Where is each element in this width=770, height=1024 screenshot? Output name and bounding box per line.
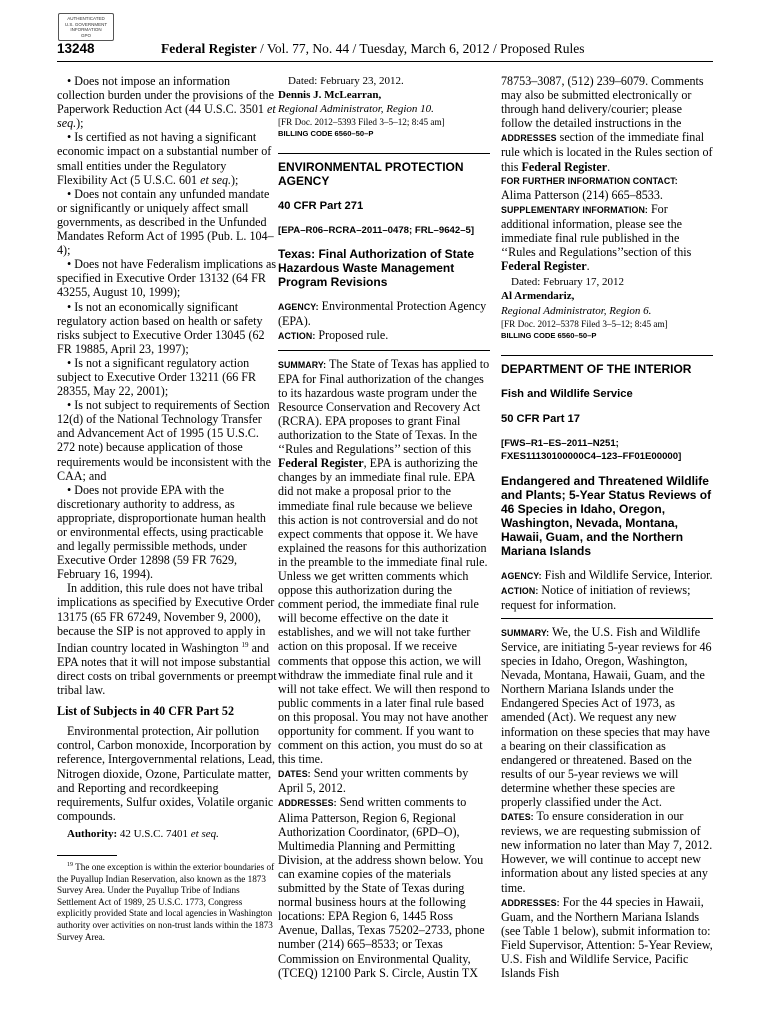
bullet-item: • Does not provide EPA with the discretionary authority to address, as appropriate, disproportionate human health or environmental effects, using practicable and legally permissible methods, under Executive Order 12898 (59 FR 7629, February 16, 1994).: [57, 482, 266, 582]
fr-doc: [FR Doc. 2012–5378 Filed 3–5–12; 8:45 am]: [501, 318, 668, 329]
running-header: [57, 41, 713, 59]
tribal-paragraph: In addition, this rule does not have tribal implications as specified by Executive Order 13175 (65 FR 67249, November 9, 2000), because the SIP is not approved to apply in Indian country located in Washington $^{19}$ and EPA notes that it will not impose substantial direct costs on tribal governments or preempt tribal law.: [57, 581, 277, 698]
column-1: [57, 74, 277, 943]
rule-title: Texas: Final Authorization of State Hazardous Waste Management Program Revisions: [278, 247, 475, 290]
section-rule: [501, 355, 713, 356]
dates-field: DATES: To ensure consideration in our reviews, we are requesting submission of new information no later than May 7, 2012. However, we will continue to accept new information about any listed species at any time.: [501, 809, 713, 895]
authority-line: Authority: 42 U.S.C. 7401 et seq.: [67, 827, 219, 840]
bullet-item: • Is certified as not having a significant economic impact on a substantial number of small entities under the Regulatory Flexibility Act (5 U.S.C. 601 et seq.);: [57, 130, 272, 187]
contact-label: FOR FURTHER INFORMATION CONTACT:: [501, 175, 678, 186]
bullet-item: • Does not contain any unfunded mandate or significantly or uniquely affect small governments, as described in the Unfunded Mandates Reform Act of 1995 (Pub. L. 104–4);: [57, 186, 274, 258]
seal-line: INFORMATION: [70, 27, 102, 32]
seal-line: U.S. GOVERNMENT: [64, 21, 108, 27]
cfr-part: 40 CFR Part 271: [278, 200, 364, 213]
addresses-field: ADDRESSES: For the 44 species in Hawaii, Guam, and the Northern Mariana Islands (see Table 1 below), submit information to: Field Supervisor, Attention: 5-Year Review, U.S. Fish and Wildlife Service, Pacific Islands Fish: [501, 894, 713, 981]
summary-field: SUMMARY: We, the U.S. Fish and Wildlife Service, are initiating 5-year reviews for 46 species in Idaho, Oregon, Washington, Nevada, Montana, Hawaii, Guam, and the Northern Mariana Islands under the Endangered Species Act of 1973, as amended (Act). We request any new information on these species that may have a bearing on their classification as endangered or threatened. Based on the results of our 5-year reviews we will determine whether these species are properly classified under the Act.: [501, 624, 712, 809]
billing-code: BILLING CODE 6560–50–P: [501, 330, 597, 340]
bullet-item: • Is not a significant regulatory action subject to Executive Order 13211 (66 FR 28355, May 22, 2001);: [57, 355, 257, 399]
section-rule: [278, 153, 490, 154]
seal-line: GPO: [80, 32, 91, 38]
signer-name: Al Armendariz,: [501, 290, 575, 303]
service-heading: Fish and Wildlife Service: [501, 387, 633, 400]
running-title: [161, 41, 584, 57]
section-rule: [501, 618, 713, 619]
bullet-item: • Does not have Federalism implications as specified in Executive Order 13132 (64 FR 43255, August 10, 1999);: [57, 257, 277, 300]
subjects-heading: List of Subjects in 40 CFR Part 52: [57, 704, 235, 719]
gpo-authentication-seal: [58, 13, 114, 41]
dated-line: Dated: February 23, 2012.: [288, 75, 404, 87]
journal-name: Federal Register: [161, 41, 257, 56]
department-heading: DEPARTMENT OF THE INTERIOR: [501, 361, 692, 376]
cfr-part: 50 CFR Part 17: [501, 413, 580, 426]
docket-number: [EPA–R06–RCRA–2011–0478; FRL–9642–5]: [278, 224, 475, 236]
seal-line: AUTHENTICATED: [67, 16, 105, 21]
signer-title: Regional Administrator, Region 6.: [501, 304, 652, 317]
signer-name: Dennis J. McLearran,: [278, 89, 382, 102]
supplementary-field: SUPPLEMENTARY INFORMATION: For additional information, please see the immediate final rule published in the ‘‘Rules and Regulations’’section of this Federal Register.: [501, 201, 692, 274]
action-field: ACTION: Notice of initiation of reviews; request for information.: [501, 582, 691, 612]
docket-number: [FWS–R1–ES–2011–N251; FXES11130100000C4–123–FF01E00000]: [501, 437, 682, 463]
bullet-item: • Is not subject to requirements of Section 12(d) of the National Technology Transfer and Advancement Act of 1995 (15 U.S.C. 272 note) because application of those requirements would be inconsistent with the CAA; and: [57, 398, 271, 483]
addresses-field: ADDRESSES: Send written comments to Alima Patterson, Region 6, Regional Authorization Coordinator, (6PD–O), Multimedia Planning and Permitting Division, at the address shown below. You can examine copies of the materials submitted by the State of Texas during normal business hours at the following locations: EPA Region 6, 1445 Ross Avenue, Dallas, Texas 75202–2733, phone number (214) 665–8533; or Texas Commission on Environmental Quality, (TCEQ) 12100 Park S. Circle, Austin TX: [278, 795, 485, 980]
column-2: [278, 74, 490, 980]
footnote: $^{19}$ The one exception is within the exterior boundaries of the Puyallup Indian Reservation, also known as the 1873 Survey Area. Under the Puyallup Tribe of Indians Settlement Act of 1989, 25 U.S.C. 1773, Congress explicitly provided State and local agencies in Washington authority over activities on non-trust lands within the 1873 Survey Area.: [57, 862, 275, 942]
contact-text: Alima Patterson (214) 665–8533.: [501, 187, 663, 202]
dates-field: DATES: Send your written comments by April 5, 2012.: [278, 766, 469, 796]
billing-code: BILLING CODE 6560–50–P: [278, 129, 374, 139]
addresses-continued: 78753–3087, (512) 239–6079. Comments may also be submitted electronically or through hand delivery/courier; please follow the detailed instructions in the ADDRESSES section of the immediate final rule which is located in the Rules section of this Federal Register.: [501, 74, 713, 174]
action-field: ACTION: Proposed rule.: [278, 328, 389, 343]
footnote-rule: [57, 855, 117, 856]
issue-info: / Vol. 77, No. 44 / Tuesday, March 6, 2012 / Proposed Rules: [256, 41, 585, 56]
bullet-item: • Does not impose an information collection burden under the provisions of the Paperwork Reduction Act (44 U.S.C. 3501 et seq.);: [57, 74, 276, 131]
agency-field: AGENCY: Fish and Wildlife Service, Interior.: [501, 567, 713, 582]
bullet-item: • Is not an economically significant regulatory action based on health or safety risks subject to Executive Order 13045 (62 FR 19885, April 23, 1997);: [57, 299, 265, 356]
agency-heading: ENVIRONMENTAL PROTECTION AGENCY: [278, 160, 464, 189]
fr-doc: [FR Doc. 2012–5393 Filed 3–5–12; 8:45 am]: [278, 117, 445, 128]
dated-line: Dated: February 17, 2012: [511, 276, 625, 289]
subjects-list: Environmental protection, Air pollution control, Carbon monoxide, Incorporation by reference, Intergovernmental relations, Lead, Nitrogen dioxide, Ozone, Particulate matter, and Reporting and recordkeeping requirements, Sulfur oxides, Volatile organic compounds.: [57, 724, 276, 823]
section-rule: [278, 350, 490, 351]
page-number: 13248: [57, 41, 95, 56]
summary-field: SUMMARY: The State of Texas has applied to EPA for Final authorization of the changes to its hazardous waste program under the Resource Conservation and Recovery Act (RCRA). EPA proposes to grant Final authorization to the State of Texas. In the ‘‘Rules and Regulations’’ section of this Federal Register, EPA is authorizing the changes by an immediate final rule. EPA did not make a proposal prior to the immediate final rule because we believe this action is not controversial and do not expect comments that oppose it. We have explained the reasons for this authorization in the preamble to the immediate final rule. Unless we get written comments which oppose this authorization during the comment period, the immediate final rule will become effective on the date it establishes, and we will not take further action on this proposal. If we receive comments that oppose this action, we will withdraw the immediate final rule and it will not take effect. We will then respond to public comments in a later final rule based on this proposal. You may not have another opportunity for comment. If you want to comment on this action, you must do so at this time.: [278, 356, 490, 767]
header-rule: [57, 61, 713, 62]
footnote-ref[interactable]: 19: [241, 640, 249, 649]
column-3: [501, 74, 713, 980]
signer-title: Regional Administrator, Region 10.: [278, 103, 434, 116]
notice-title: Endangered and Threatened Wildlife and Plants; 5-Year Status Reviews of 46 Species in Idaho, Oregon, Washington, Nevada, Montana, Hawaii, Guam, and the Northern Mariana Islands: [501, 473, 712, 558]
agency-field: AGENCY: Environmental Protection Agency (EPA).: [278, 299, 487, 329]
